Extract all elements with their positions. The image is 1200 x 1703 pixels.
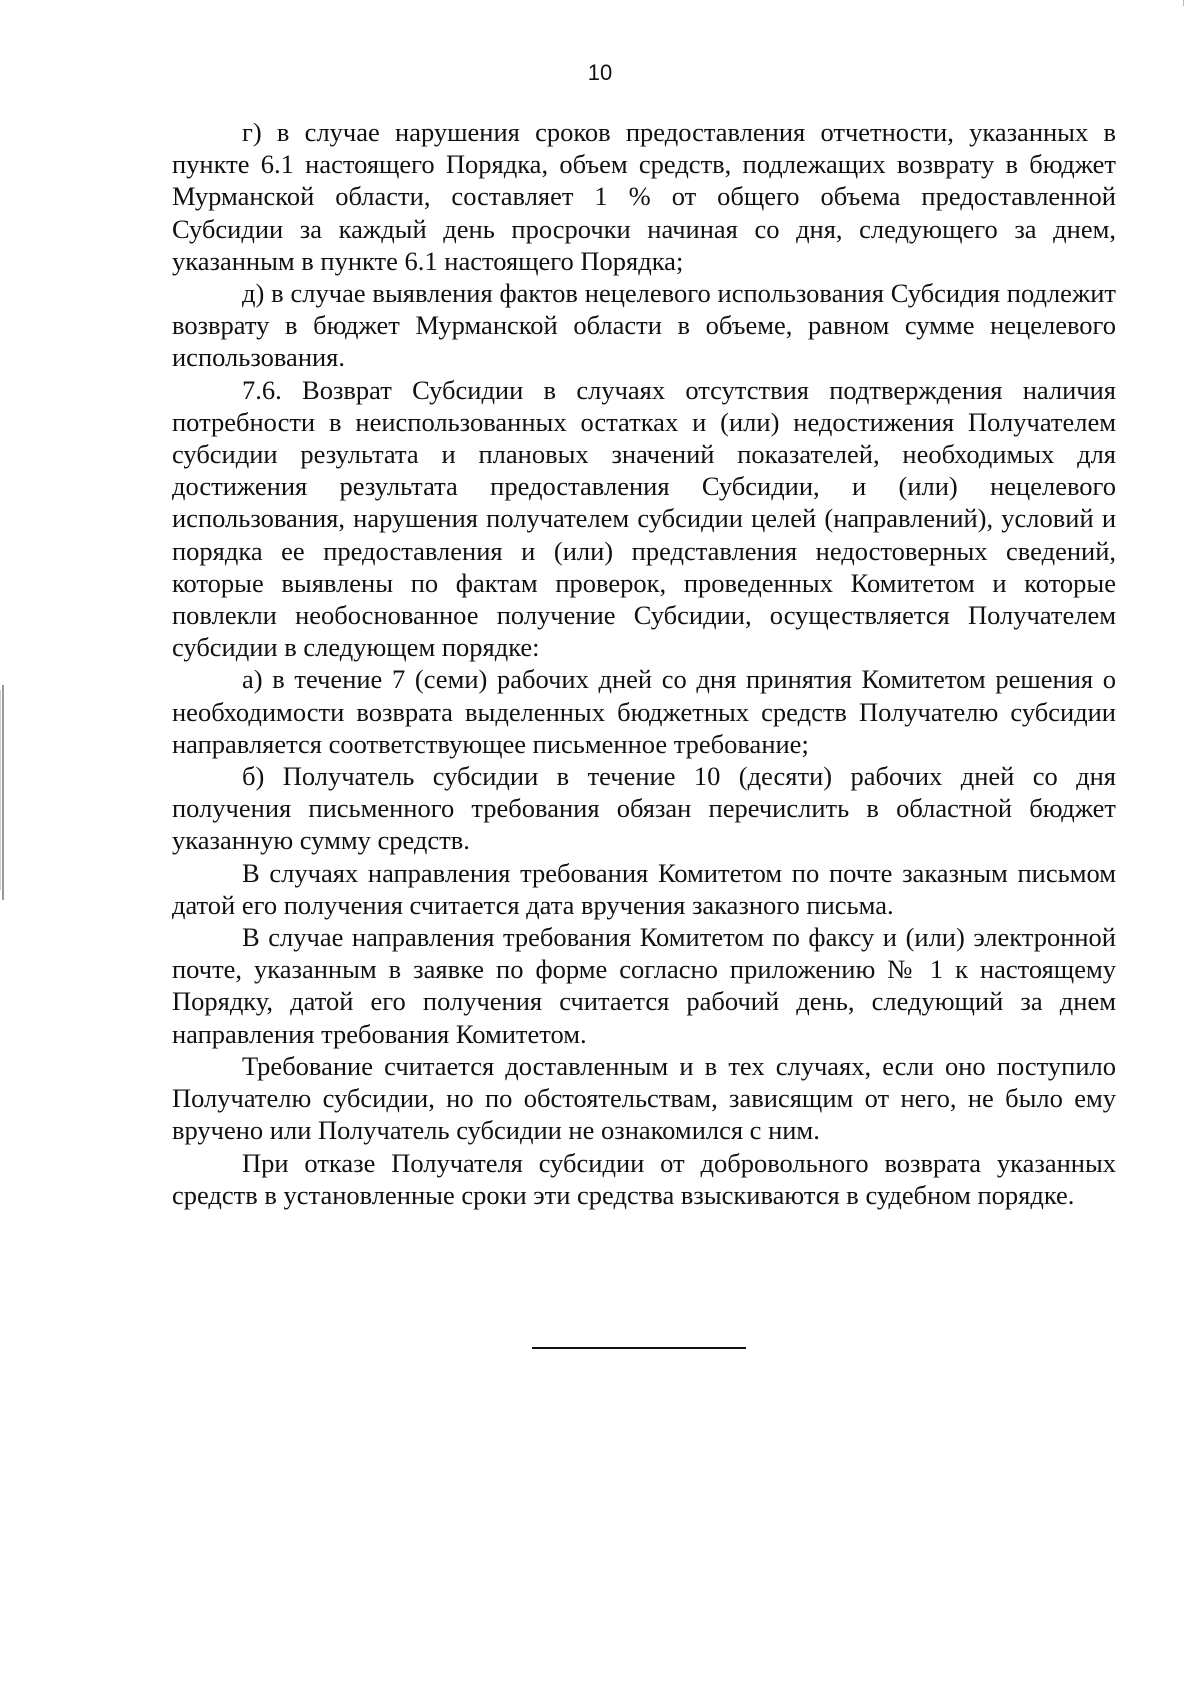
document-body (172, 116, 1116, 1211)
end-of-document-rule (532, 1347, 746, 1349)
paragraph-clause-g: г) в случае нарушения сроков предоставления отчетности, указанных в пункте 6.1 настоящего Порядка, объем средств, подлежащих возврату в бюджет Мурманской области, составляет 1 % от общего объема предоставленной Субсидии за каждый день просрочки начиная со дня, следующего за днем, указанным в пункте 6.1 настоящего Порядка; (172, 117, 1116, 276)
page-number: 10 (587, 60, 613, 85)
paragraph-refusal: При отказе Получателя субсидии от добровольного возврата указанных средств в установленные сроки эти средства взыскиваются в судебном порядке. (172, 1147, 1116, 1210)
paragraph-registered-mail: В случаях направления требования Комитетом по почте заказным письмом датой его получения считается дата вручения заказного письма. (172, 857, 1116, 920)
paragraph-delivered: Требование считается доставленным и в тех случаях, если оно поступило Получателю субсидии, но по обстоятельствам, зависящим от него, не было ему вручено или Получатель субсидии не ознакомился с ним. (172, 1050, 1116, 1146)
paragraph-clause-a: а) в течение 7 (семи) рабочих дней со дня принятия Комитетом решения о необходимости возврата выделенных бюджетных средств Получателю субсидии направляется соответствующее письменное требование; (172, 664, 1116, 759)
paragraph-clause-b: б) Получатель субсидии в течение 10 (десяти) рабочих дней со дня получения письменного требования обязан перечислить в областной бюджет указанную сумму средств. (172, 761, 1116, 856)
paragraph-fax-email: В случае направления требования Комитетом по факсу и (или) электронной почте, указанным в заявке по форме согласно приложению № 1 к настоящему Порядку, датой его получения считается рабочий день, следующий за днем направления требования Комитетом. (172, 922, 1116, 1049)
paragraph-clause-d: д) в случае выявления фактов нецелевого использования Субсидия подлежит возврату в бюджет Мурманской области в объеме, равном сумме нецелевого использования. (172, 278, 1116, 373)
scan-artifact-corner (1183, 0, 1196, 6)
paragraph-section-7-6: 7.6. Возврат Субсидии в случаях отсутствия подтверждения наличия потребности в неиспользованных остатках и (или) недостижения Получателем субсидии результата и плановых значений показателей, необходимых для достижения результата предоставления Субсидии, и (или) нецелевого использования, нарушения получателем субсидии целей (направлений), условий и порядка ее предоставления и (или) представления недостоверных сведений, которые выявлены по фактам проверок, проведенных Комитетом и которые повлекли необоснованное получение Субсидии, осуществляется Получателем субсидии в следующем порядке: (172, 374, 1116, 663)
scan-artifact-left-edge (2, 685, 4, 900)
scan-artifact-left-edge-faint (0, 690, 1, 890)
